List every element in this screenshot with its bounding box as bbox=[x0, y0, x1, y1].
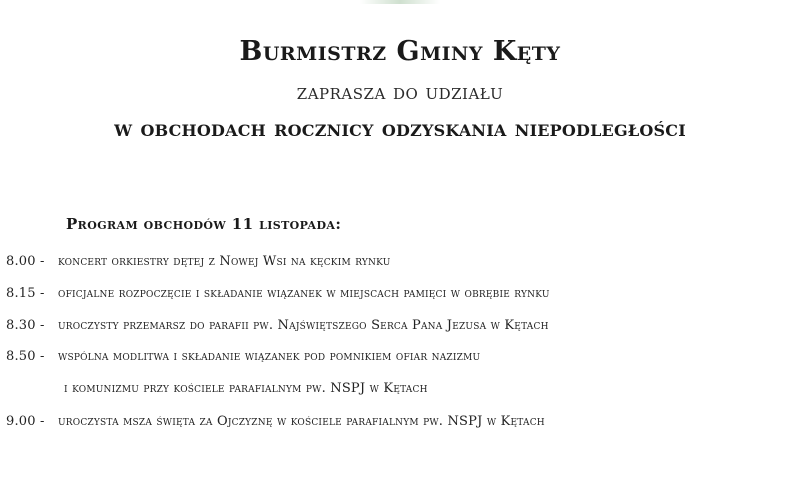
program-header: Program obchodów 11 listopada: bbox=[66, 215, 342, 233]
program-item-description: uroczysty przemarsz do parafii pw. Najświętszego Serca Pana Jezusa w Kętach bbox=[58, 318, 549, 333]
program-item-description: oficjalne rozpoczęcie i składanie wiązanek w miejscach pamięci w obrębie rynku bbox=[58, 286, 550, 301]
event-title: w obchodach rocznicy odzyskania niepodległości bbox=[114, 115, 686, 142]
program-item-separator: - bbox=[40, 318, 45, 333]
program-item-continuation: i komunizmu przy kościele parafialnym pw. NSPJ w Kętach bbox=[64, 381, 428, 396]
program-item-description: koncert orkiestry dętej z Nowej Wsi na kęckim rynku bbox=[58, 254, 391, 269]
program-item-separator: - bbox=[40, 414, 45, 429]
program-item-time: 8.50 bbox=[6, 349, 36, 364]
program-item bbox=[6, 254, 391, 269]
program-item-time: 8.15 bbox=[6, 286, 36, 301]
top-ornament bbox=[360, 0, 440, 4]
program-item-time: 8.30 bbox=[6, 318, 36, 333]
program-item-time: 9.00 bbox=[6, 414, 36, 429]
invitation-title: Burmistrz Gminy Kęty bbox=[239, 36, 561, 67]
program-item bbox=[6, 414, 545, 429]
program-item bbox=[6, 349, 480, 364]
program-item-description: uroczysta msza święta za Ojczyznę w kościele parafialnym pw. NSPJ w Kętach bbox=[58, 414, 545, 429]
program-item-time: 8.00 bbox=[6, 254, 36, 269]
program-item-description: wspólna modlitwa i składanie wiązanek pod pomnikiem ofiar nazizmu bbox=[58, 349, 481, 364]
program-item bbox=[6, 318, 549, 333]
program-item-separator: - bbox=[40, 286, 45, 301]
program-item bbox=[6, 286, 550, 301]
invitation-subtitle: zaprasza do udziału bbox=[296, 80, 504, 104]
program-item-separator: - bbox=[40, 254, 45, 269]
program-item-separator: - bbox=[40, 349, 45, 364]
